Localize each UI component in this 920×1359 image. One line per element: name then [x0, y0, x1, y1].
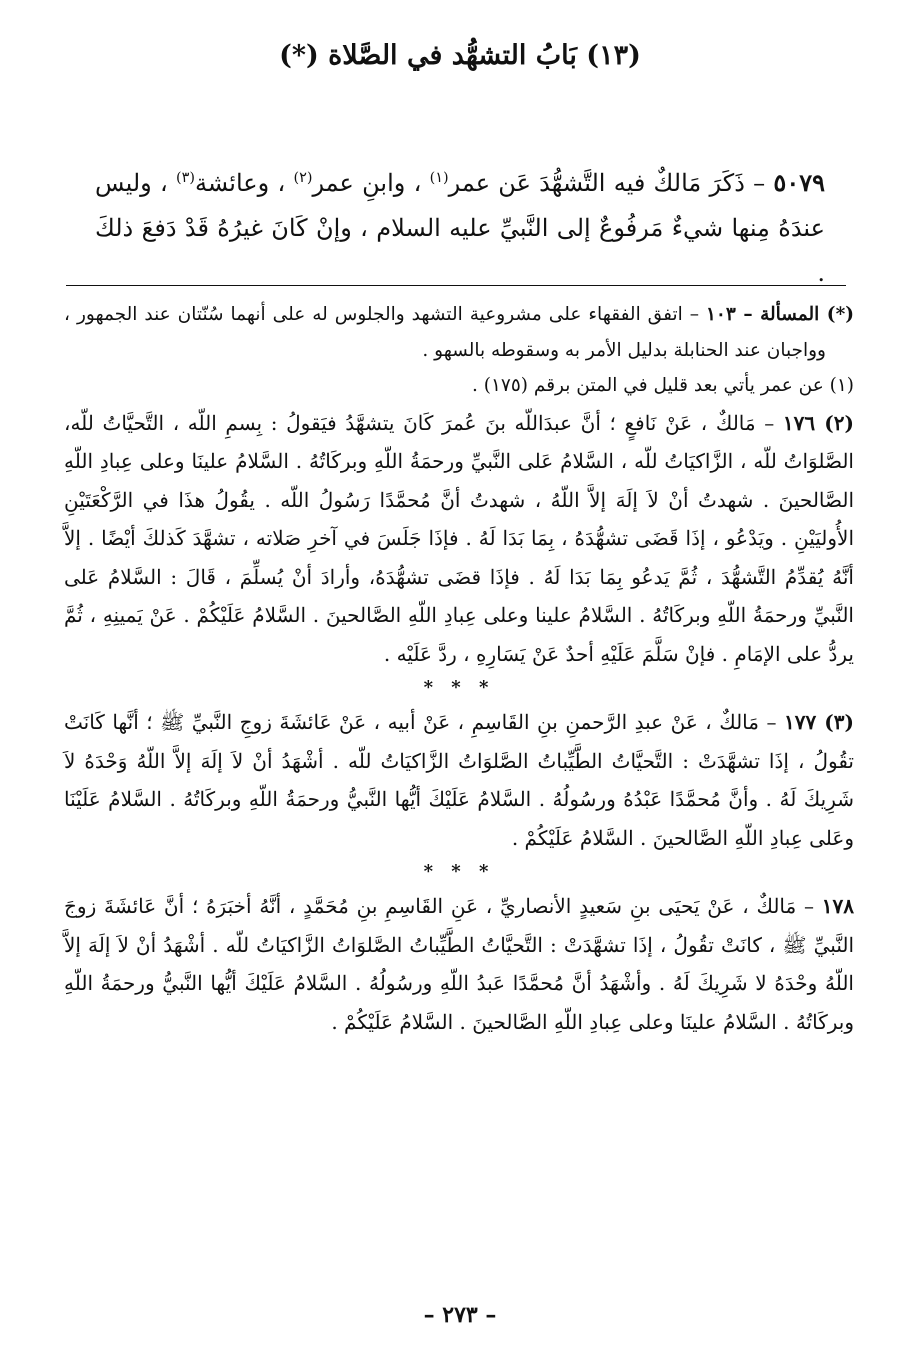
footnote-2-label: (٢) ١٧٦ [782, 410, 854, 435]
footnote-2 [64, 404, 854, 674]
footnote-3 [64, 703, 854, 857]
footnotes-section [64, 297, 854, 1041]
footnote-ref-3: (٣) [176, 170, 195, 186]
footnote-3-text: – مَالكٌ ، عَنْ عبدِ الرَّحمنِ بنِ القَاسِمِ ، عَنْ أبيه ، عَنْ عَائشَةَ زوجِ النَّبيِّ ﷺ ؛ أنَّها كَانَتْ تقُولُ ، إذَا تشهَّدَتْ : التَّحيَّاتُ الطَّيِّباتُ الصَّلوَاتُ الزَّاكيَاتُ للّه . أشْهَدُ أنْ لاَ إلَهَ إلاَّ اللّهُ وَحْدَهُ لاَ شَرِيكَ لَهُ . وأنَّ مُحمَّدًا عَبْدُهُ ورسُولُهُ . السَّلامُ عَلَيْكَ أيُّها النَّبيُّ ورحمَةُ اللّهِ وبركَاتُهُ . السَّلامُ عَلَيْنَا وعَلى عِبادِ اللّهِ الصَّالحينَ . السَّلامُ عَلَيْكُمْ . [64, 710, 854, 850]
footnote-star-label: (*) المسألة – ١٠٣ [705, 304, 854, 325]
footnote-ref-1: (١) [429, 170, 449, 186]
main-text-part-1: ذَكَرَ مَالكٌ فيه التَّشهُّدَ عَن عمر [448, 169, 745, 197]
main-text-part-4: ، وليس عندَهُ مِنها شيءٌ مَرفُوعٌ إلى النَّبيِّ عليه السلام ، وإنْ كَانَ غيرُهُ قَدْ دَفعَ ذلكَ . [95, 169, 825, 287]
footnote-divider [66, 285, 846, 286]
section-separator-1: * * * [423, 677, 495, 698]
main-paragraph [95, 160, 825, 296]
footnote-star-text: – اتفق الفقهاء على مشروعية التشهد والجلوس له على أنهما سُنّتان عند الجمهور ، وواجبان عند الحنابلة بدليل الأمر به وسقوطه بالسهو . [64, 304, 826, 361]
main-text-part-2: ، وابنِ عمر [312, 169, 422, 197]
footnote-ref-2: (٢) [293, 170, 313, 186]
main-text-part-3: ، وعائشة [195, 169, 286, 197]
chapter-title: (١٣) بَابُ التشهُّد في الصَّلاة (*) [279, 40, 641, 71]
footnote-4-label: ١٧٨ [821, 894, 854, 918]
footnote-4 [64, 887, 854, 1041]
footnote-2-text: – مَالكٌ ، عَنْ نَافعٍ ؛ أنَّ عبدَاللّه بنَ عُمرَ كَانَ يتشهَّدُ فيَقولُ : بِسمِ اللّه ، التَّحيَّاتُ للّه، الصَّلوَاتُ للّه ، الزَّاكيَاتُ للّه ، السَّلامُ عَلى النَّبيِّ ورحمَةُ اللّهِ وبركَاتُهُ . السَّلامُ علينَا وعلى عِبادِ اللّهِ الصَّالحينَ . شهدتُ أنْ لاَ إلَهَ إلاَّ اللّهُ ، شهدتُ أنَّ مُحمَّدًا رَسُولُ اللّه . يقُولُ هذَا في الرَّكْعَتَيْنِ الأُوليَيْنِ . ويَدْعُو ، إذَا قَضَى تشهُّدَهُ ، بِمَا بَدَا لَهُ . فإذَا جَلَسَ في آخرِ صَلاته ، تشهَّدَ كَذلكَ أيْضًا . إلاَّ أنَّهُ يُقدِّمُ التَّشهُّدَ ، ثُمَّ يَدعُو بِمَا بَدَا لَهُ . فإذَا قضَى تشهُّدَهُ، وأرادَ أنْ يُسلِّمَ ، قَالَ : السَّلامُ عَلى النَّبيِّ ورحمَةُ اللّهِ وبركَاتُهُ . السَّلامُ علينا وعلى عِبادِ اللّهِ الصَّالحينَ . السَّلامُ عَلَيْكُمْ . عَنْ يَمينِهِ ، ثُمَّ يردُّ على الإمَامِ . فإنْ سَلَّمَ عَلَيْهِ أحدٌ عَنْ يَسَارِهِ ، ردَّ عَلَيْه . [64, 410, 855, 666]
paragraph-number: ٥٠٧٩ [773, 168, 825, 197]
footnote-3-label: (٣) ١٧٧ [783, 710, 854, 734]
section-separator-2: * * * [423, 861, 495, 882]
paragraph-separator: – [744, 169, 774, 197]
footnote-1: (١) عن عمر يأتي بعد قليل في المتن برقم (١٧٥) . [472, 375, 854, 396]
footnote-star [64, 297, 854, 368]
page-number: – ٢٧٣ – [423, 1302, 497, 1328]
footnote-4-text: – مَالكٌ ، عَنْ يَحيَى بنِ سَعيدٍ الأنصاريِّ ، عَنِ القَاسِمِ بنِ مُحَمَّدٍ ، أنَّهُ أخبَرَهُ ؛ أنَّ عَائشَةَ زوجَ النَّبيِّ ﷺ ، كانَتْ تقُولُ ، إذَا تشهَّدَتْ : التَّحيَّاتُ الطَّيِّباتُ الصَّلوَاتُ الزَّاكيَاتُ للّه . أشْهَدُ أنْ لاَ إلَهَ إلاَّ اللّهُ وحْدَهُ لا شَرِيكَ لَهُ . وأشْهَدُ أنَّ مُحمَّدًا عَبدُ اللّهِ ورسُولُهُ . السَّلامُ عَلَيْكَ أيُّها النَّبيُّ ورحمَةُ اللّهِ وبركَاتُهُ . السَّلامُ علينَا وعلى عِبادِ اللّهِ الصَّالحينَ . السَّلامُ عَلَيْكُمْ . [64, 894, 854, 1034]
